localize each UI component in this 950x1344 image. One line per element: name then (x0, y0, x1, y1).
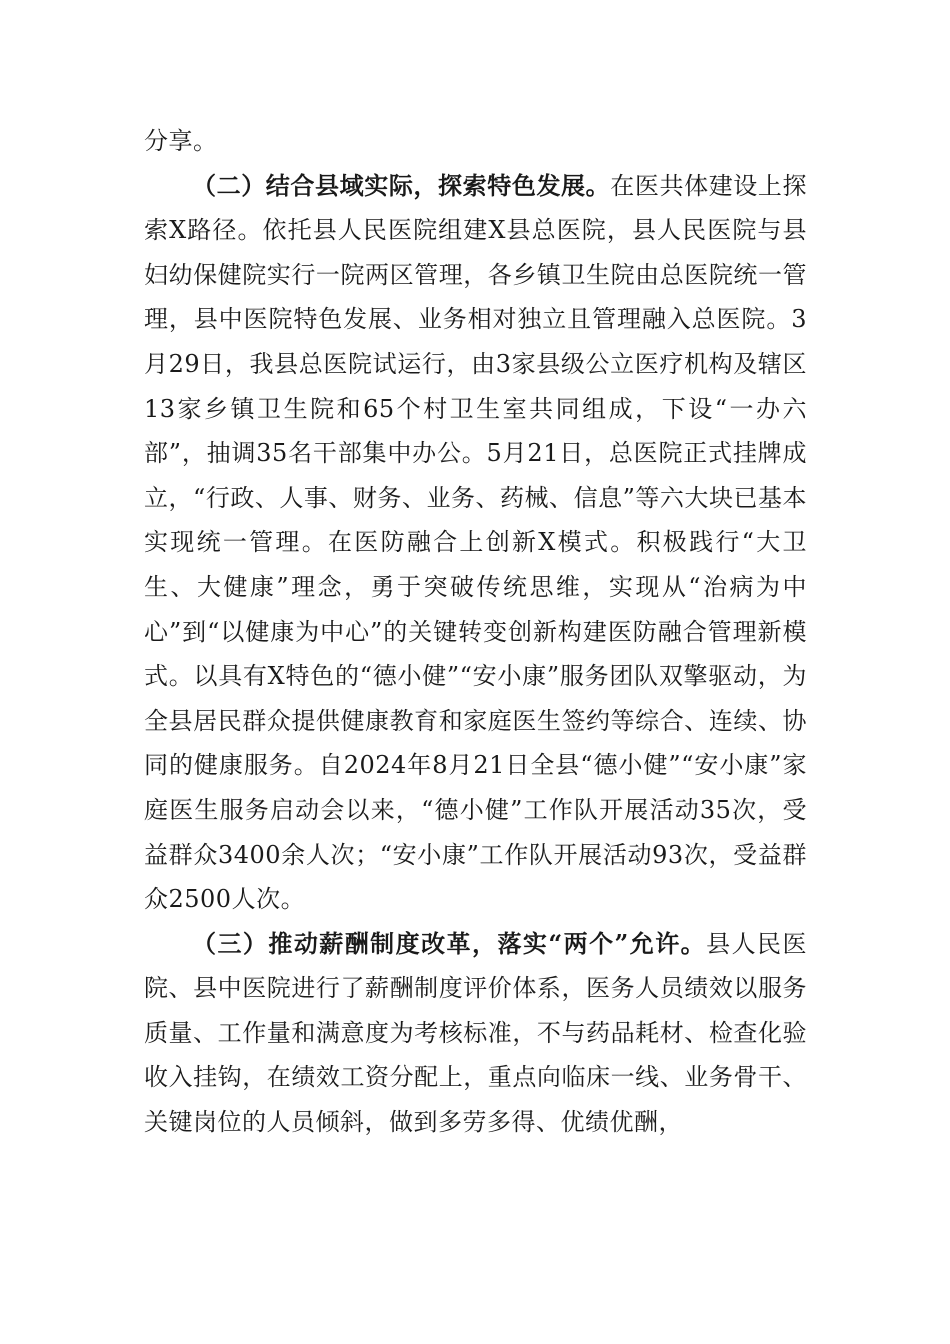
paragraph-continuation (144, 119, 807, 164)
section-heading: （三）推动薪酬制度改革，落实“两个”允许。 (192, 928, 707, 958)
paragraph-text: 分享。 (144, 127, 218, 155)
section-heading: （二）结合县域实际，探索特色发展。 (192, 170, 611, 200)
document-body (144, 119, 807, 1145)
paragraph-section-3 (144, 922, 807, 1145)
paragraph-section-2 (144, 164, 807, 922)
paragraph-text: 在医共体建设上探索X路径。依托县人民医院组建X县总医院，县人民医院与县妇幼保健院实行一院两区管理，各乡镇卫生院由总医院统一管理，县中医院特色发展、业务相对独立且管理融入总医院。3月29日，我县总医院试运行，由3家县级公立医疗机构及辖区13家乡镇卫生院和65个村卫生室共同组成，下设“一办六部”，抽调35名干部集中办公。5月21日，总医院正式挂牌成立，“行政、人事、财务、业务、药械、信息”等六大块已基本实现统一管理。在医防融合上创新X模式。积极践行“大卫生、大健康”理念，勇于突破传统思维，实现从“治病为中心”到“以健康为中心”的关键转变创新构建医防融合管理新模式。以具有X特色的“德小健”“安小康”服务团队双擎驱动，为全县居民群众提供健康教育和家庭医生签约等综合、连续、协同的健康服务。自2024年8月21日全县“德小健”“安小康”家庭医生服务启动会以来，“德小健”工作队开展活动35次，受益群众3400余人次；“安小康”工作队开展活动93次，受益群众2500人次。 (144, 171, 808, 914)
paragraph-text: 县人民医院、县中医院进行了薪酬制度评价体系，医务人员绩效以服务质量、工作量和满意度为考核标准，不与药品耗材、检查化验收入挂钩，在绩效工资分配上，重点向临床一线、业务骨干、关键岗位的人员倾斜，做到多劳多得、优绩优酬， (144, 929, 808, 1137)
